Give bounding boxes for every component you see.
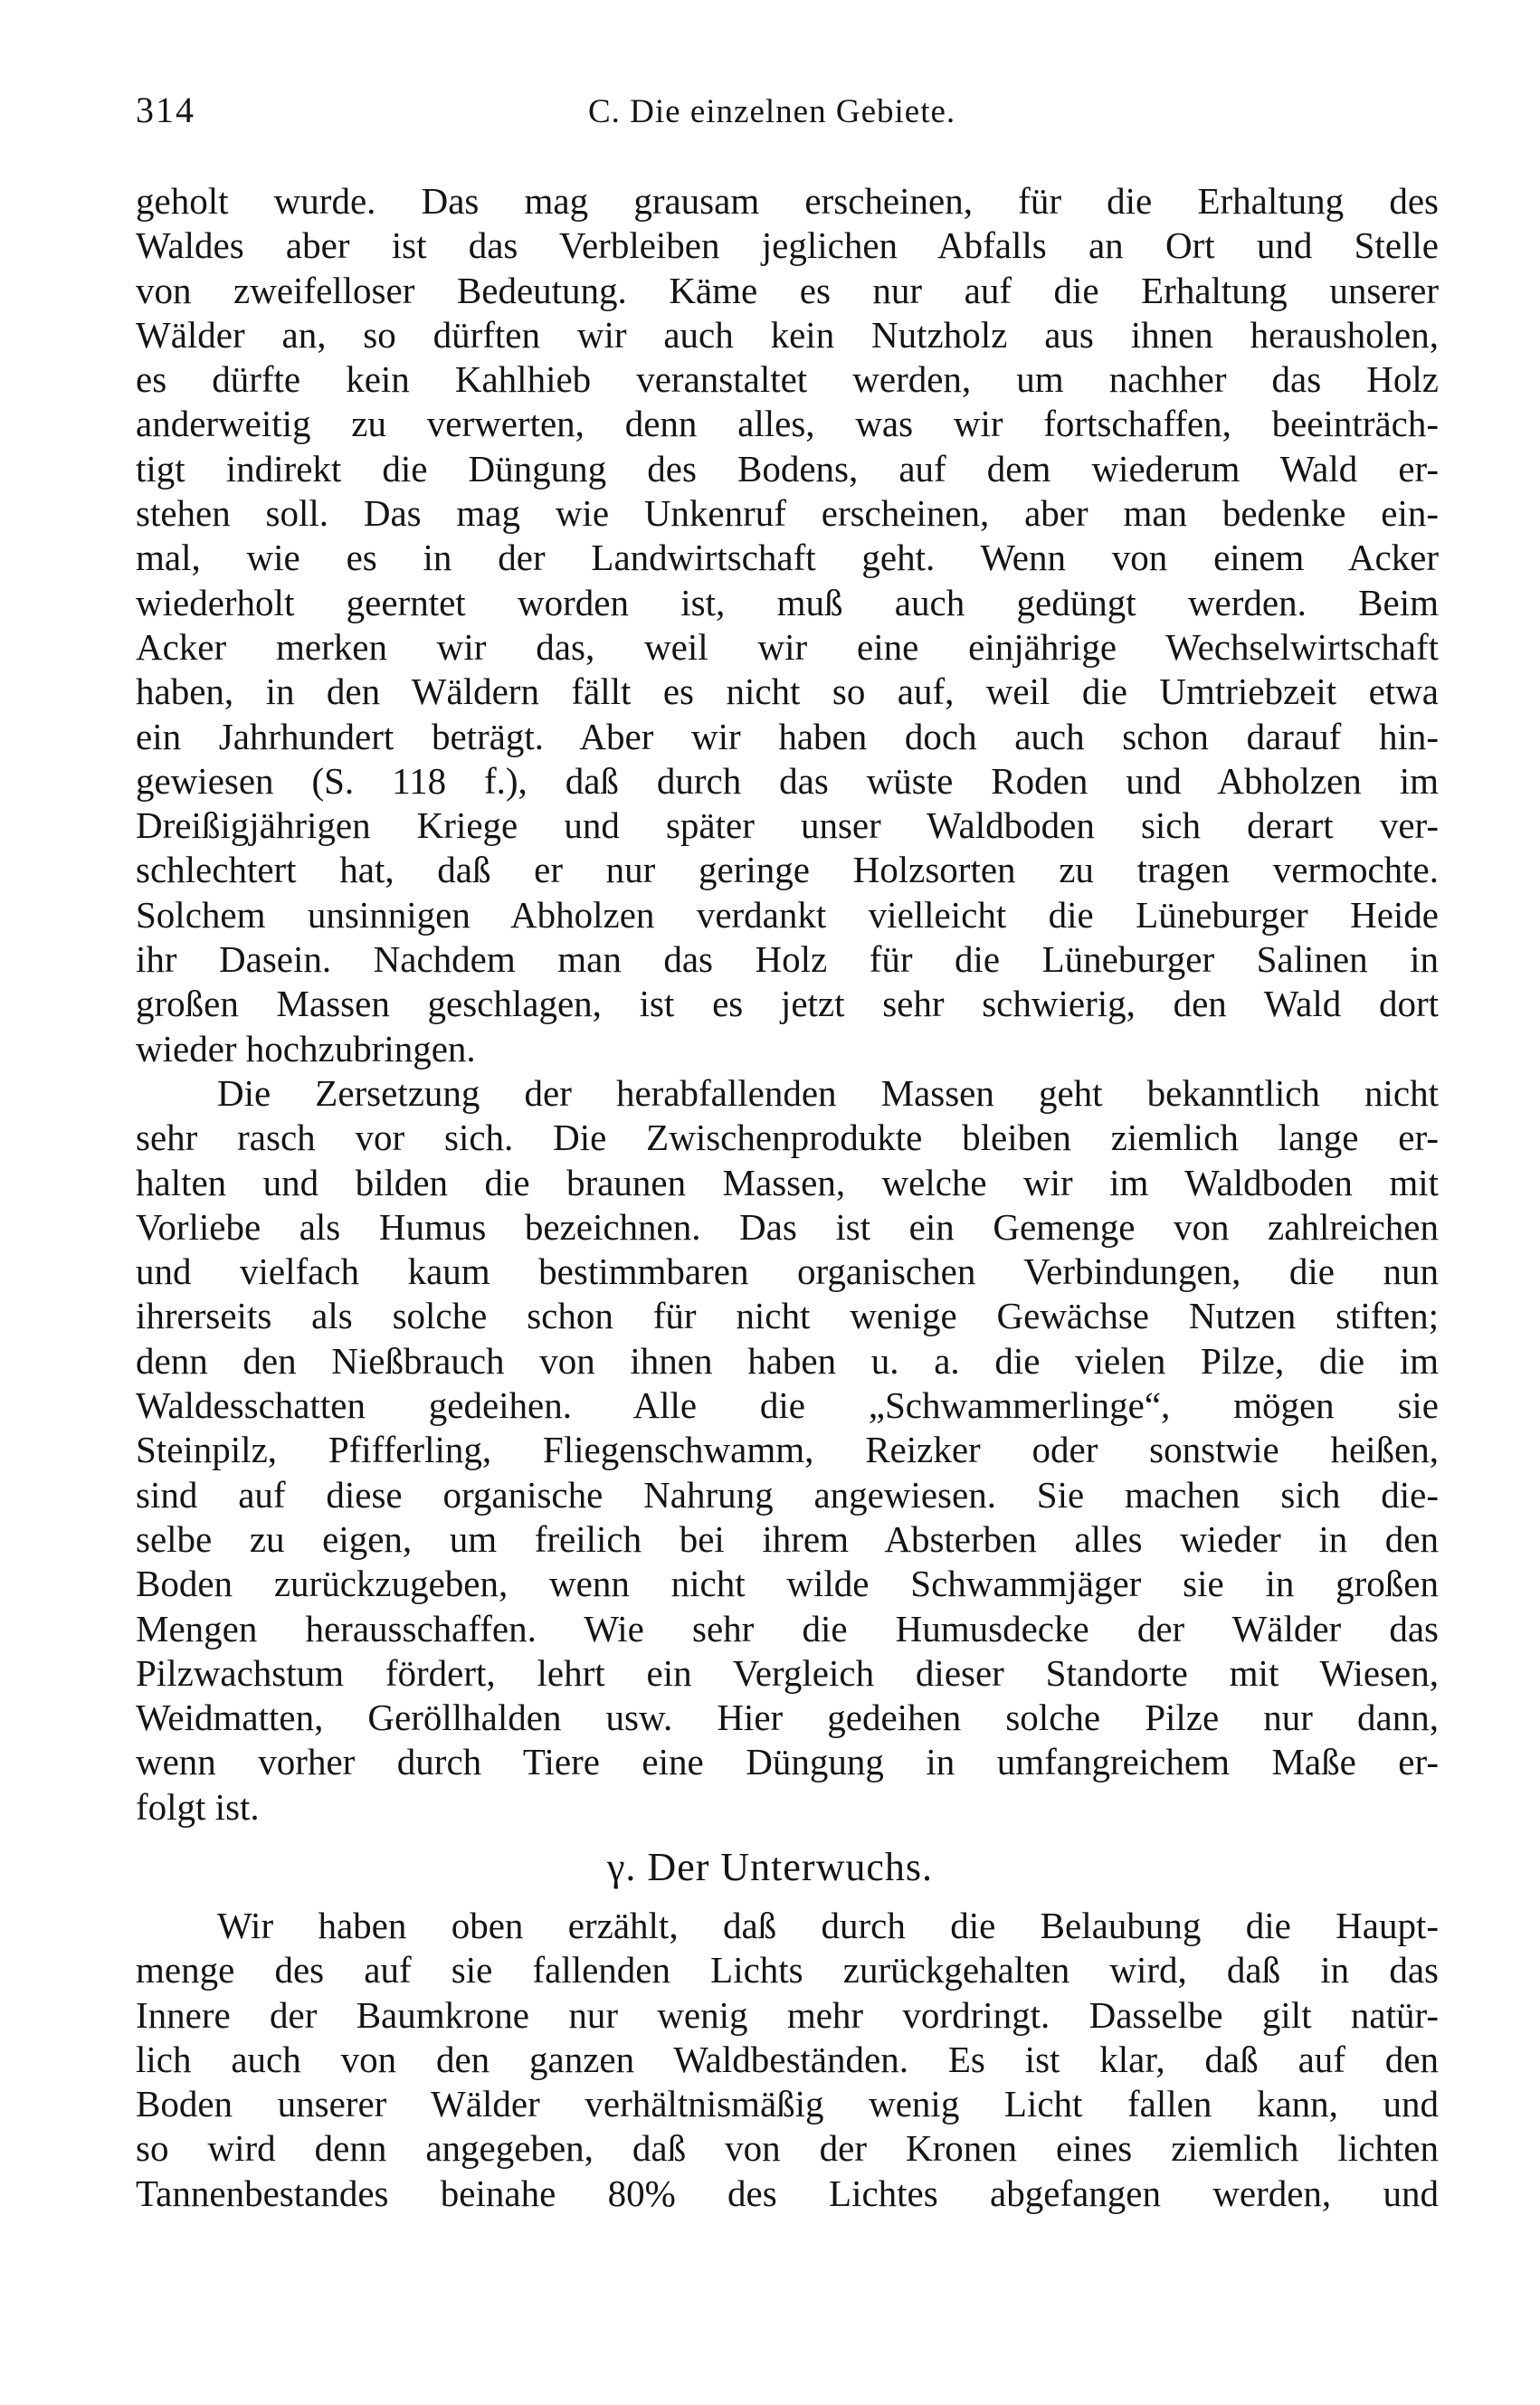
- text-line: Boden zurückzugeben, wenn nicht wilde Schwammjäger sie in großen: [136, 1563, 1439, 1605]
- paragraph-3: [136, 1904, 1439, 2216]
- text-line: Boden unserer Wälder verhältnismäßig wenig Licht fallen kann, und: [136, 2083, 1439, 2125]
- text-line: Weidmatten, Geröllhalden usw. Hier gedeihen solche Pilze nur dann,: [136, 1697, 1439, 1739]
- page-number: 314: [136, 90, 195, 130]
- text-line: gewiesen (S. 118 f.), daß durch das wüste Roden und Abholzen im: [136, 759, 1439, 802]
- text-line: Vorliebe als Humus bezeichnen. Das ist ein Gemenge von zahlreichen: [136, 1205, 1439, 1248]
- text-line: Solchem unsinnigen Abholzen verdankt vielleicht die Lüneburger Heide: [136, 893, 1439, 936]
- text-line: so wird denn angegeben, daß von der Kronen eines ziemlich lichten: [136, 2127, 1439, 2170]
- text-line: Tannenbestandes beinahe 80% des Lichtes abgefangen werden, und: [136, 2172, 1439, 2214]
- text-line: ein Jahrhundert beträgt. Aber wir haben doch auch schon darauf hin-: [136, 715, 1439, 757]
- text-line: menge des auf sie fallenden Lichts zurückgehalten wird, daß in das: [136, 1949, 1439, 1991]
- text-line: sind auf diese organische Nahrung angewiesen. Sie machen sich die-: [136, 1473, 1439, 1516]
- text-line: Die Zersetzung der herabfallenden Massen geht bekanntlich nicht: [217, 1071, 1439, 1114]
- text-line: anderweitig zu verwerten, denn alles, was wir fortschaffen, beeinträch-: [136, 403, 1439, 445]
- text-line: wiederholt geerntet worden ist, muß auch gedüngt werden. Beim: [136, 581, 1439, 623]
- paragraph-1: [136, 179, 1439, 1071]
- paragraph-2: [136, 1071, 1439, 1830]
- body-text-section: [136, 1904, 1439, 2216]
- text-line: folgt ist.: [136, 1785, 260, 1828]
- text-line: Acker merken wir das, weil wir eine einjährige Wechselwirtschaft: [136, 625, 1439, 668]
- text-line: Steinpilz, Pfifferling, Fliegenschwamm, Reizker oder sonstwie heißen,: [136, 1429, 1439, 1471]
- text-line: schlechtert hat, daß er nur geringe Holzsorten zu tragen vermochte.: [136, 849, 1439, 891]
- page-header: [136, 89, 1430, 143]
- text-line: von zweifelloser Bedeutung. Käme es nur auf die Erhaltung unserer: [136, 269, 1439, 311]
- text-line: ihr Dasein. Nachdem man das Holz für die Lüneburger Salinen in: [136, 938, 1439, 981]
- text-line: Waldes aber ist das Verbleiben jeglichen Abfalls an Ort und Stelle: [136, 224, 1439, 267]
- text-line: und vielfach kaum bestimmbaren organischen Verbindungen, die nun: [136, 1250, 1439, 1293]
- text-line: Waldesschatten gedeihen. Alle die „Schwammerlinge“, mögen sie: [136, 1384, 1439, 1427]
- text-line: haben, in den Wäldern fällt es nicht so auf, weil die Umtriebzeit etwa: [136, 670, 1439, 713]
- section-heading: γ. Der Unterwuchs.: [606, 1845, 933, 1889]
- text-line: es dürfte kein Kahlhieb veranstaltet werden, um nachher das Holz: [136, 358, 1439, 401]
- text-line: selbe zu eigen, um freilich bei ihrem Absterben alles wieder in den: [136, 1517, 1439, 1560]
- text-line: denn den Nießbrauch von ihnen haben u. a. die vielen Pilze, die im: [136, 1339, 1439, 1382]
- text-line: Innere der Baumkrone nur wenig mehr vordringt. Dasselbe gilt natür-: [136, 1993, 1439, 2036]
- text-line: sehr rasch vor sich. Die Zwischenprodukte bleiben ziemlich lange er-: [136, 1117, 1439, 1159]
- text-line: Wälder an, so dürften wir auch kein Nutzholz aus ihnen herausholen,: [136, 313, 1439, 356]
- text-line: halten und bilden die braunen Massen, welche wir im Waldboden mit: [136, 1161, 1439, 1203]
- text-line: mal, wie es in der Landwirtschaft geht. Wenn von einem Acker: [136, 537, 1439, 579]
- text-line: lich auch von den ganzen Waldbeständen. Es ist klar, daß auf den: [136, 2038, 1439, 2080]
- text-line: wieder hochzubringen.: [136, 1027, 476, 1069]
- text-line: Dreißigjährigen Kriege und später unser Waldboden sich derart ver-: [136, 804, 1439, 847]
- text-line: Mengen herausschaffen. Wie sehr die Humusdecke der Wälder das: [136, 1607, 1439, 1649]
- text-line: Pilzwachstum fördert, lehrt ein Vergleich dieser Standorte mit Wiesen,: [136, 1651, 1439, 1694]
- text-line: geholt wurde. Das mag grausam erscheinen, für die Erhaltung des: [136, 180, 1439, 222]
- text-line: großen Massen geschlagen, ist es jetzt sehr schwierig, den Wald dort: [136, 983, 1439, 1025]
- text-line: Wir haben oben erzählt, daß durch die Belaubung die Haupt-: [217, 1905, 1439, 1946]
- text-line: wenn vorher durch Tiere eine Düngung in umfangreichem Maße er-: [136, 1741, 1439, 1783]
- text-line: tigt indirekt die Düngung des Bodens, auf dem wiederum Wald er-: [136, 447, 1439, 490]
- running-head: C. Die einzelnen Gebiete.: [588, 93, 956, 130]
- text-line: stehen soll. Das mag wie Unkenruf erscheinen, aber man bedenke ein-: [136, 492, 1439, 535]
- text-line: ihrerseits als solche schon für nicht wenige Gewächse Nutzen stiften;: [136, 1295, 1439, 1337]
- body-text: [136, 179, 1439, 1830]
